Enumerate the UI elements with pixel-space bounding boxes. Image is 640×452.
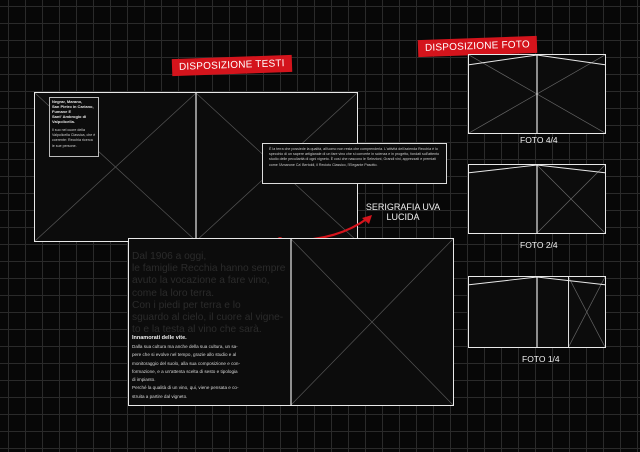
- disposizione-foto-label: DISPOSIZIONE FOTO: [418, 36, 537, 57]
- serigrafia-label: SERIGRAFIA UVA LUCIDA: [365, 202, 441, 222]
- address-body-text: Il suo nel cuore della Valpolicella Classica, che è coerente: Recchia ricerca le sue persone.: [52, 128, 96, 148]
- subtitle-text: Innamorati delle vite.: [132, 335, 187, 341]
- middle-text-box: [262, 143, 447, 184]
- headline-text: Dal 1906 a oggi, le famiglie Recchia hanno sempre avuto la vocazione a fare vino, come la loro terra. Con i piedi per terra e lo sguardo al cielo, il cuore al vigne- to e la testa al vino che sarà.: [132, 251, 286, 336]
- body-text: Dalla sua cultura ma anche della sua cultura, un sa- pere che si evolve nel tempo, grazie allo studio e al monitoraggio del suolo, alla sua composizione e con- formazione, e a un'attenta scelta di sesto e tipologia di impianto. Perché la qualità di un vino, qui, viene pensata e co- struita a partire dal vigneto.: [132, 344, 241, 399]
- foto-24-caption: FOTO 2/4: [520, 240, 558, 250]
- foto-layout-24: [468, 164, 606, 234]
- foto-layout-14: [468, 276, 606, 348]
- foto-14-caption: FOTO 1/4: [522, 354, 560, 364]
- crossed-placeholder: [469, 55, 605, 133]
- address-text-box: [49, 97, 99, 157]
- middle-text: È la terra che possiede la qualità, all'uomo non resta che comprenderla. L'attività dell'azienda Recchia è lo specchio di un sapere artigianale di un fare vino che si converte in scienza e in progetto, fondati sull'attento studio delle peculiarità di ogni vigneto. È così che nascono le Selezioni, Grandi vini, apprezzati e premiati come l'Amarone Ca' Bertoldi, il Recioto Classico, l'Elegante Pasotto.: [269, 147, 440, 167]
- crossed-placeholder: [469, 165, 605, 233]
- disposizione-testi-label: DISPOSIZIONE TESTI: [172, 55, 292, 76]
- address-text: Negrar, Marano, San Pietro in Cariano, Fumane E Sant' Ambrogio di Valpolicella.: [52, 99, 94, 124]
- foto-44-caption: FOTO 4/4: [520, 135, 558, 145]
- label-layout-front: [128, 238, 454, 406]
- foto-layout-44: [468, 54, 606, 134]
- crossed-placeholder: [469, 277, 605, 347]
